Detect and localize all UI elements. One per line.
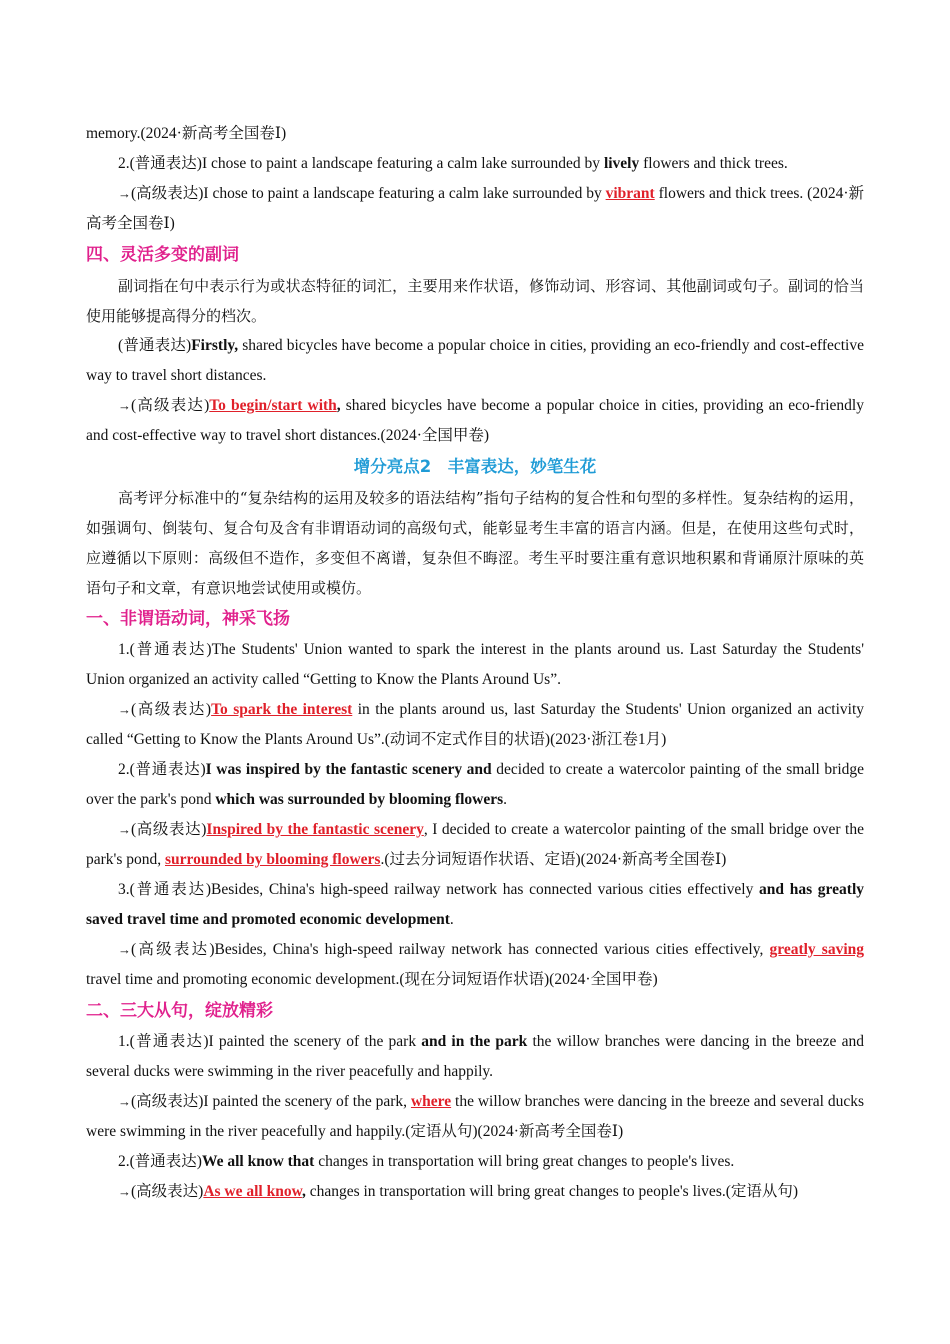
arrow-icon: → [118,1094,131,1109]
page-section-title: 增分亮点2 丰富表达，妙笔生花 [353,457,597,476]
paragraph: →(高级表达)Besides, China's high-speed railway network has connected various cities effectively, greatly saving travel time and promoting economic development.(现在分词短语作状语)(2024·全国甲卷) [86,941,864,988]
paragraph: memory.(2024·新高考全国卷Ⅰ) [86,125,287,142]
section-heading: 一、非谓语动词，神采飞扬 [86,609,290,629]
paragraph: →(高级表达)I painted the scenery of the park, where the willow branches were dancing in the breeze and several ducks were swimming in the river peacefully and happily.(定语从句)(2024·新高考全国卷Ⅰ) [86,1093,865,1140]
arrow-icon: → [118,702,131,717]
paragraph: →(高级表达)Inspired by the fantastic scenery, I decided to create a watercolor painting of the small bridge over the park's pond, surrounded by blooming flowers.(过去分词短语作状语、定语)(2024·新高考全国卷Ⅰ) [86,821,864,868]
paragraph: 1.(普通表达)The Students' Union wanted to spark the interest in the plants around us. Last Saturday the Students' Union organized an activity called “Getting to Know the Plants Around Us”. [86,641,864,688]
paragraph: 副词指在句中表示行为或状态特征的词汇，主要用来作状语，修饰动词、形容词、其他副词或句子。副词的恰当使用能够提高得分的档次。 [86,277,864,325]
paragraph: →(高级表达)To begin/start with, shared bicycles have become a popular choice in cities, providing an eco-friendly and cost-effective way to travel short distances.(2024·全国甲卷) [86,397,864,444]
paragraph: 3.(普通表达)Besides, China's high-speed railway network has connected various cities effectively and has greatly saved travel time and promoted economic development. [86,881,864,928]
paragraph: 2.(普通表达)I chose to paint a landscape featuring a calm lake surrounded by lively flowers and thick trees. [118,155,788,172]
section-heading: 二、三大从句，绽放精彩 [86,1001,273,1021]
paragraph: 高考评分标准中的“复杂结构的运用及较多的语法结构”指句子结构的复合性和句型的多样性。复杂结构的运用，如强调句、倒装句、复合句及含有非谓语动词的高级句式，能彰显考生丰富的语言内涵。但是，在使用这些句式时，应遵循以下原则：高级但不造作，多变但不离谱，复杂但不晦涩。考生平时要注重有意识地积累和背诵原汁原味的英语句子和文章，有意识地尝试使用或模仿。 [86,489,864,597]
arrow-icon: → [118,822,131,837]
arrow-icon: → [118,398,131,413]
paragraph: →(高级表达)To spark the interest in the plants around us, last Saturday the Students' Union organized an activity called “Getting to Know the Plants Around Us”.(动词不定式作目的状语)(2023·浙江卷1月) [86,701,865,748]
document-page [86,119,864,1207]
arrow-icon: → [118,186,131,201]
section-heading: 四、灵活多变的副词 [86,245,239,265]
paragraph: 1.(普通表达)I painted the scenery of the park and in the park the willow branches were dancing in the breeze and several ducks were swimming in the river peacefully and happily. [86,1033,864,1080]
paragraph: 2.(普通表达)We all know that changes in transportation will bring great changes to people's lives. [118,1153,735,1170]
paragraph: 2.(普通表达)I was inspired by the fantastic scenery and decided to create a watercolor painting of the small bridge over the park's pond which was surrounded by blooming flowers. [86,761,865,808]
arrow-icon: → [118,942,131,957]
paragraph: (普通表达)Firstly, shared bicycles have become a popular choice in cities, providing an eco-friendly and cost-effective way to travel short distances. [86,337,864,384]
paragraph: →(高级表达)As we all know, changes in transportation will bring great changes to people's lives.(定语从句) [118,1183,799,1200]
paragraph: →(高级表达)I chose to paint a landscape featuring a calm lake surrounded by vibrant flowers and thick trees. (2024·新高考全国卷Ⅰ) [86,185,864,232]
arrow-icon: → [118,1184,131,1199]
